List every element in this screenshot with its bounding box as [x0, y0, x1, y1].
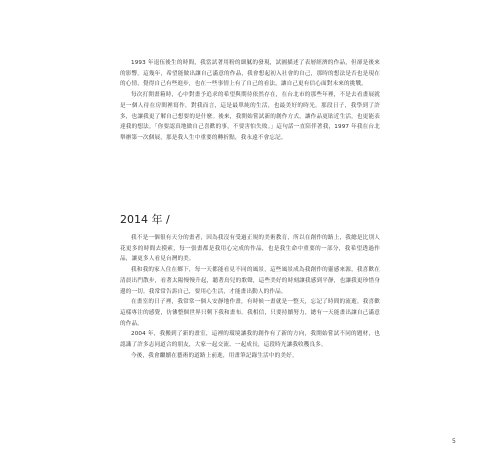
section-paragraph: 我不是一個很有天分的畫者，因為我沒有受過正規的美術教育，所以在創作的路上，我總是比別人花更多的時間去摸索，每一張畫都是我用心完成的作品，也是我生命中重要的一部分，我希望透過作品，讓更多人看見台灣的美。 [120, 235, 380, 263]
intro-paragraph: 1993 年退伍後生的時間，我當試著用粉的細膩的發現，試圖描述了表層經濟的作品，但卻是後來的影響。這幾年，希望能做出讓自己滿意的作品，我會想起初入社會的自己，那時的想法是否也是現在的心情，覺得自己有些進步，也在一些事情上有了自己的看法，讓自己更有信心面對未來的挑戰。 [120, 60, 380, 88]
section-title: 2014 年 / [120, 213, 170, 226]
section-text-block [120, 233, 380, 361]
page-number: 5 [452, 438, 456, 445]
section-paragraph: 2004 年，我搬到了新的畫室，這裡的環境讓我的創作有了新的方向，我開始嘗試不同的題材，也認識了許多志同道合的朋友，大家一起交流、一起成長，這段時光讓我收穫良多。 [120, 331, 380, 349]
intro-paragraph: 每次打開畫箱時，心中對畫予追求的希望與期待依然存在，在台北市的那些年裡，不是去看畫展就是一個人待在房間裡寫作，對我而言，這是最單純的生活，也最美好的時光。那段日子，我學到了許多，也讓我更了解自己想要的是什麼。後來，我開始嘗試新的創作方式，讓作品更貼近生活，也更能表達我的想法。「你要認真地做自己喜歡的事，不要害怕失敗。」這句話一直陪伴著我，1997 年我在台北舉辦第一次個展，那是我人生中重要的轉折點，我永遠不會忘記。 [120, 92, 380, 141]
intro-text-block [120, 58, 380, 144]
section-paragraph: 今後，我會繼續在藝術的道路上前進，用畫筆記錄生活中的美好。 [131, 352, 298, 359]
section-paragraph: 我和我的家人住在鄉下，每一天都能看見不同的風景，這些風景成為我創作的靈感來源，我喜歡在清晨出門散步，看著太陽慢慢升起，聽著鳥兒的歌聲，這些美好的時刻讓我感到平靜，也讓我更珍惜身邊的一切。我常常告訴自己，要用心生活，才能畫出動人的作品。 [120, 267, 380, 295]
section-paragraph: 在畫室的日子裡，我常常一個人安靜地作畫，有時候一畫就是一整天，忘記了時間的流逝。我喜歡這樣專注的感覺，彷彿整個世界只剩下我和畫布。我相信，只要持續努力，總有一天能畫出讓自己滿意的作品。 [120, 299, 380, 327]
